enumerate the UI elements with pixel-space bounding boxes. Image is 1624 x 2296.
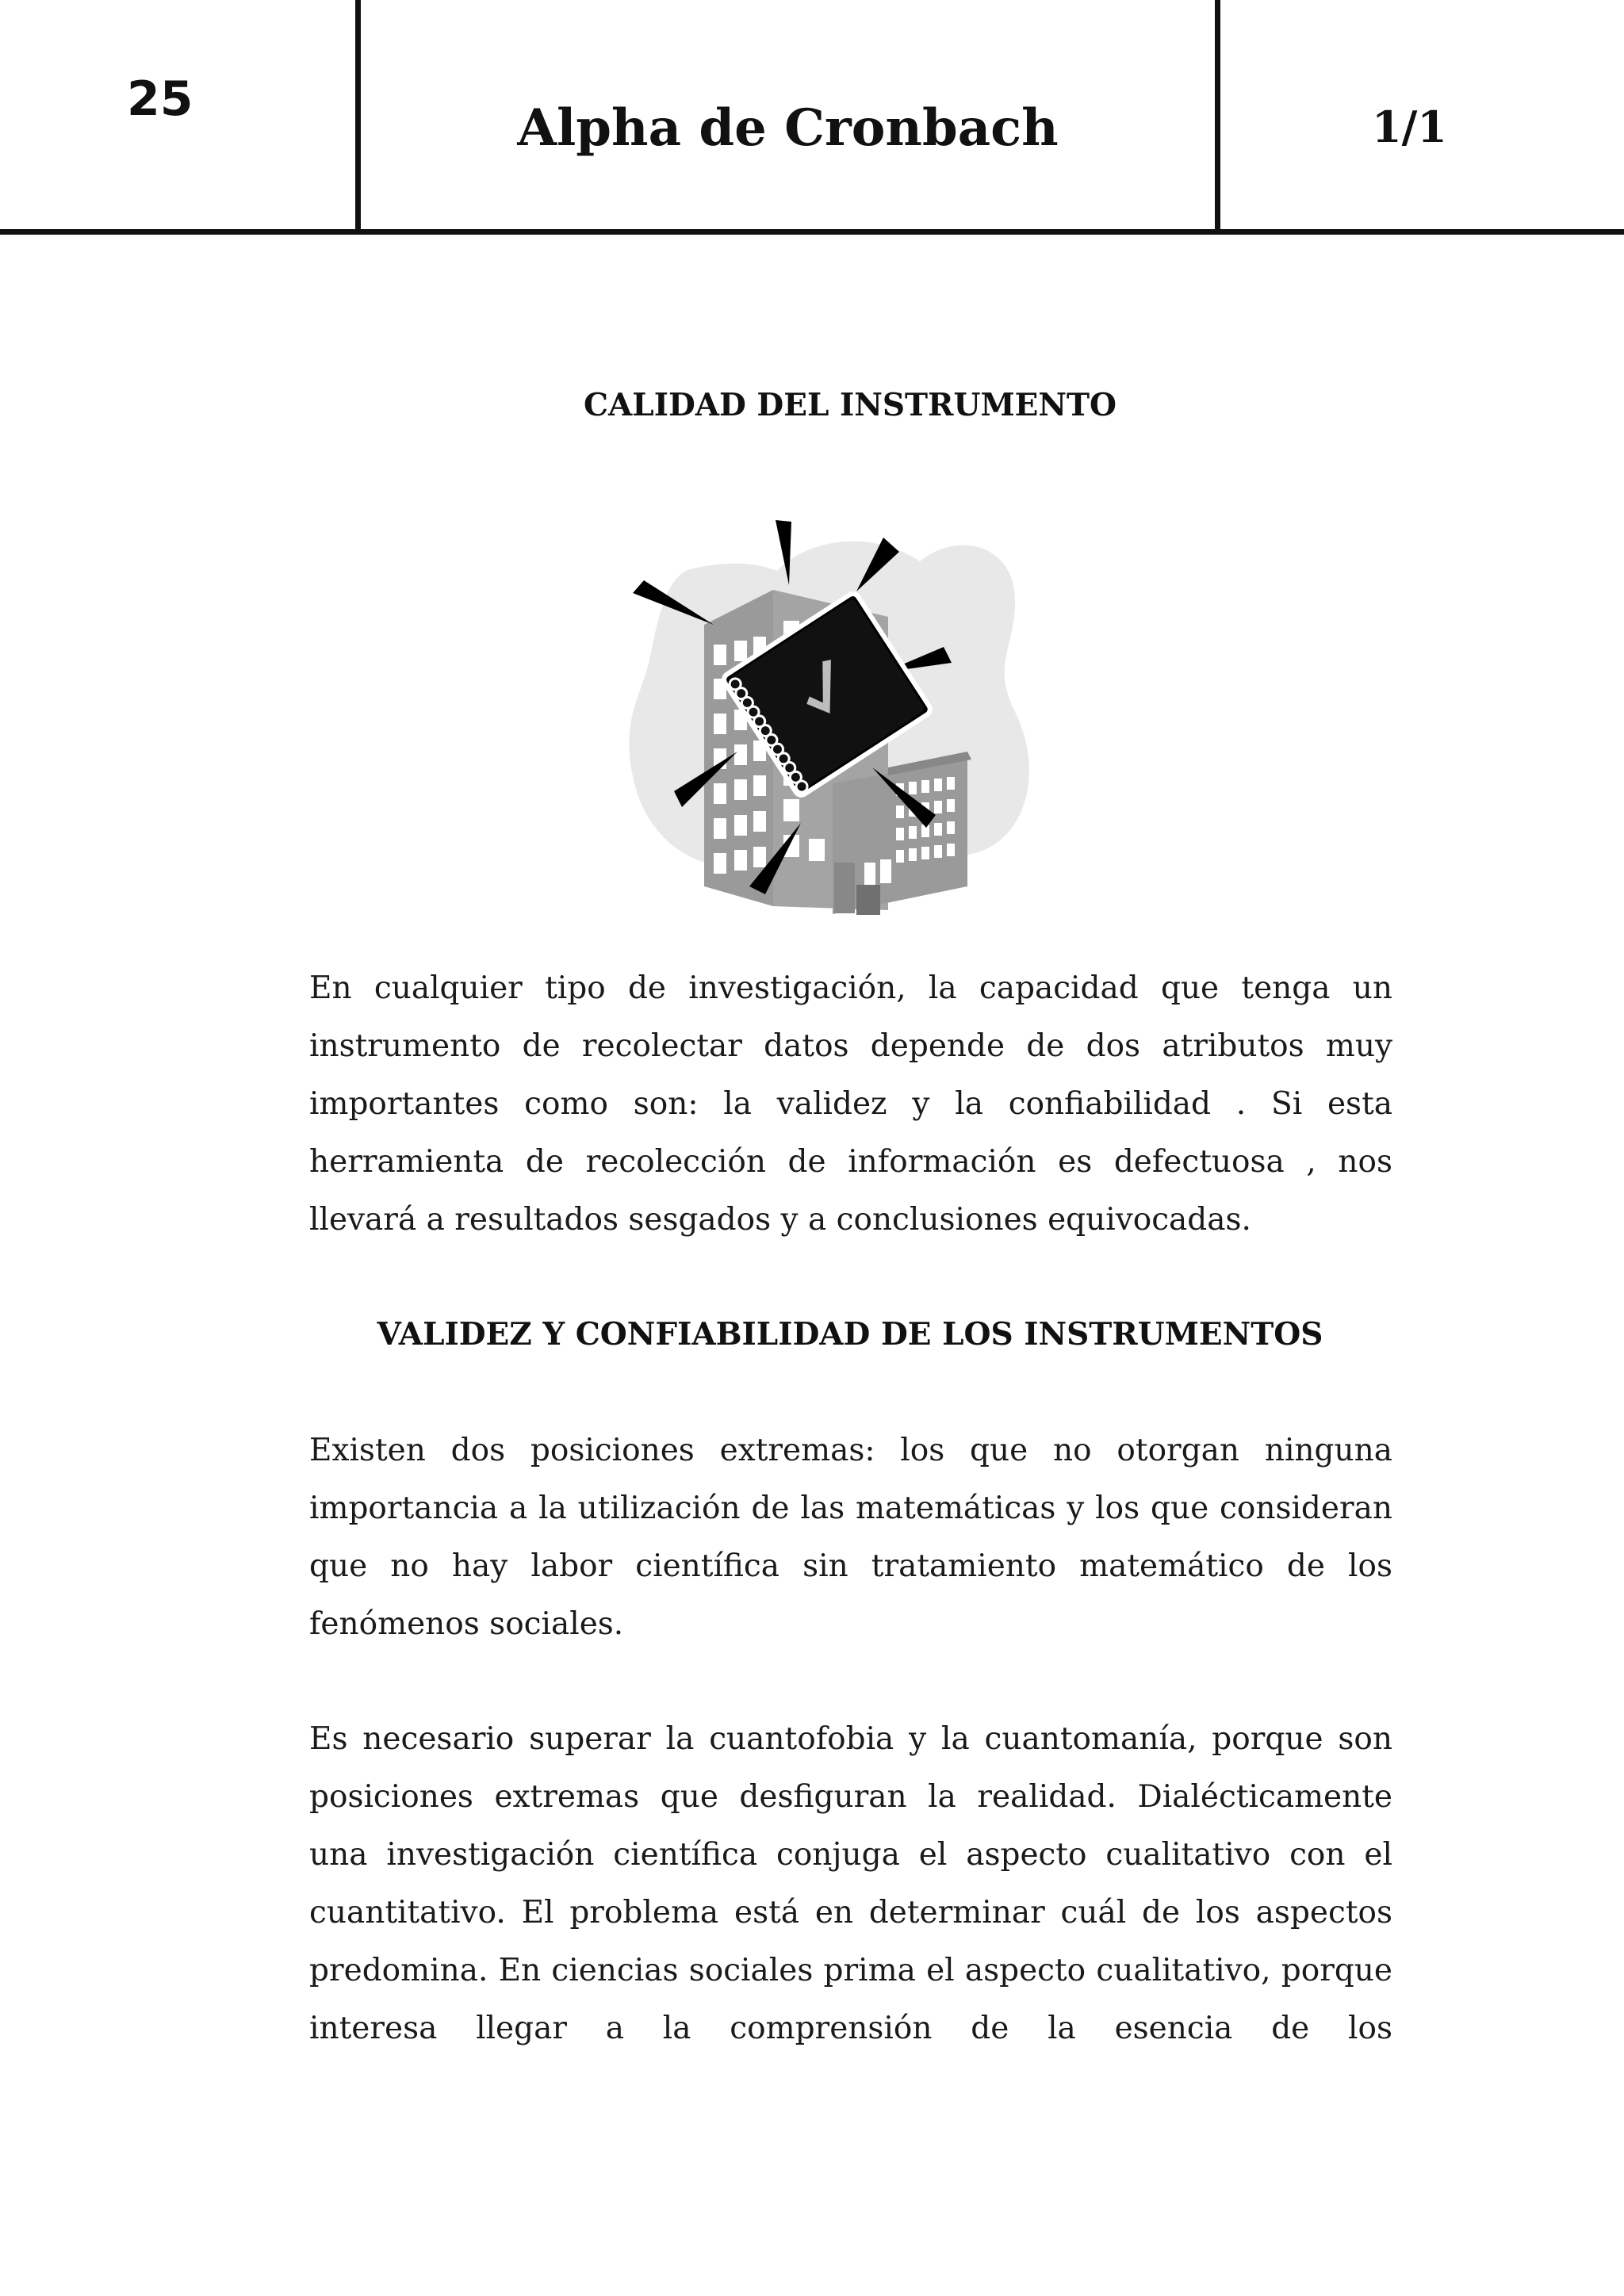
body-paragraph: Es necesario superar la cuantofobia y la cuantomanía, porque son posiciones extremas que desfiguran la realidad. Dialécticamente una investigación científica conjuga el aspecto cualitativo con el cuantitativo. El problema está en determinar cuál de los aspectos predomina. En ciencias sociales prima el aspecto cualitativo, porque interesa llegar a la comprensión de la esencia de los [309, 1721, 1392, 2046]
body-paragraph: Existen dos posiciones extremas: los que no otorgan ninguna importancia a la utilización de las matemáticas y los que consideran que no hay labor científica sin tratamiento matemático de los fenómenos sociales. [309, 1433, 1392, 1642]
section-heading: VALIDEZ Y CONFIABILIDAD DE LOS INSTRUMENTOS [377, 1316, 1323, 1353]
body-paragraph: En cualquier tipo de investigación, la capacidad que tenga un instrumento de recolectar datos depende de dos atributos muy importantes como son: la validez y la confiabilidad . Si esta herramienta de recolección de información es defectuosa , nos llevará a resultados sesgados y a conclusiones equivocadas. [309, 970, 1392, 1238]
section-heading: CALIDAD DEL INSTRUMENTO [583, 387, 1117, 423]
page-header [0, 0, 1624, 235]
header-divider [1215, 0, 1220, 235]
page-number: 25 [127, 71, 193, 127]
page-title: Alpha de Cronbach [517, 98, 1059, 158]
header-divider [355, 0, 361, 235]
page-fraction: 1/1 [1372, 101, 1447, 152]
office-building-with-checked-notebook-icon [619, 514, 1055, 918]
